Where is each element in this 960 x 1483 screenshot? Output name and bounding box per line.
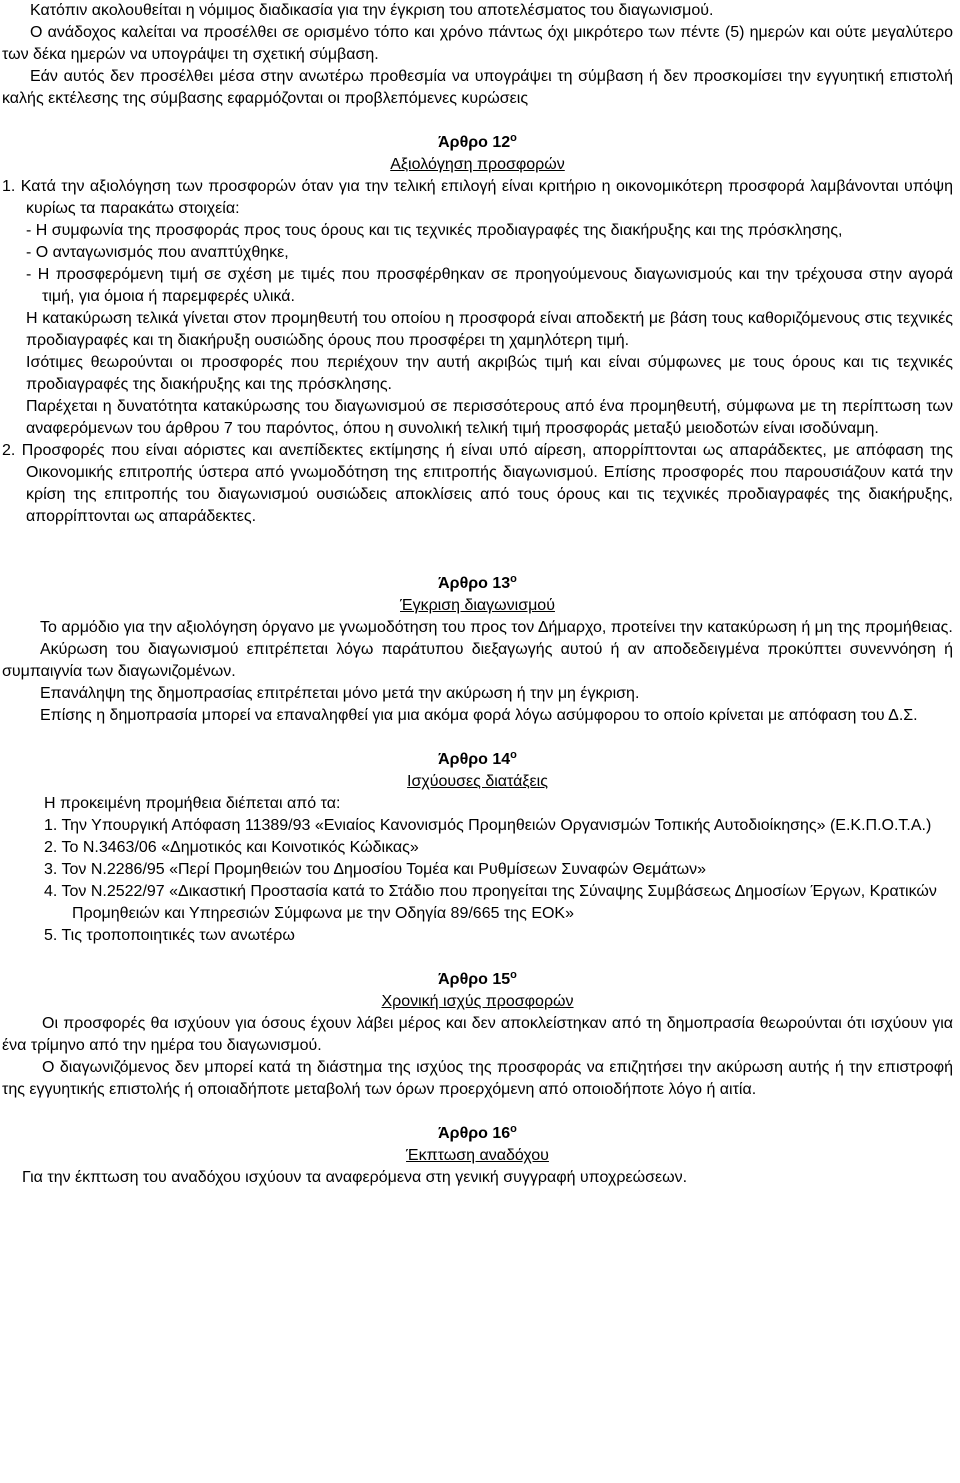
article-12-bullet-1: - Η συμφωνία της προσφοράς προς τους όρους και τις τεχνικές προδιαγραφές της διακήρυξης και της πρόσκλησης, [26,222,843,239]
article-16-paragraph-1: Για την έκπτωση του αναδόχου ισχύουν τα αναφερόμενα στη γενική συγγραφή υποχρεώσεων. [22,1169,688,1186]
article-13-paragraph-1: Το αρμόδιο για την αξιολόγηση όργανο με γνωμοδότηση του προς τον Δήμαρχο, προτείνει την κατακύρωση ή μη της προμήθειας. [40,619,953,636]
article-14-heading: Άρθρο $14^o$ [438,749,517,768]
article-15-heading: Άρθρο $15^o$ [438,969,517,988]
article-15-paragraph-2: Ο διαγωνιζόμενος δεν μπορεί κατά τη διάστημα της ισχύος της προσφοράς να επιζητήσει την ακύρωση αυτής ή την επιστροφή της εγγυητικής επιστολής ή οποιαδήποτε μεταβολή των όρων προερχόμενη από οποιοδήποτε λόγο ή αιτία. [2,1059,953,1098]
article-12-paragraph-2: Η κατακύρωση τελικά γίνεται στον προμηθευτή του οποίου η προσφορά είναι αποδεκτή με βάση τους καθοριζόμενους στις τεχνικές προδιαγραφές και τη διακήρυξη ουσιώδης όρους που προσφέρει τη χαμηλότερη τιμή. [26,310,953,349]
article-13-heading: Άρθρο $13^o$ [438,573,517,592]
article-14 [2,749,953,947]
article-16-title: Έκπτωση αναδόχου [406,1147,549,1164]
article-12-title: Αξιολόγηση προσφορών [390,156,565,173]
list-item: 3. Τον Ν.2286/95 «Περί Προμηθειών του Δημοσίου Τομέα και Ρυθμίσεων Συναφών Θεμάτων» [44,861,707,878]
list-item: 1. Την Υπουργική Απόφαση 11389/93 «Ενιαίος Κανονισμός Προμηθειών Οργανισμών Τοπικής Αυτοδιοίκησης» (Ε.Κ.Π.Ο.Τ.Α.) [44,817,932,834]
article-16-heading: Άρθρο $16^o$ [438,1123,517,1142]
intro-paragraph-1: Κατόπιν ακολουθείται η νόμιμος διαδικασία για την έγκριση του αποτελέσματος του διαγωνισμού. [30,2,714,19]
article-15-title: Χρονική ισχύς προσφορών [381,993,574,1010]
article-16 [2,1123,953,1189]
article-14-intro: Η προκειμένη προμήθεια διέπεται από τα: [44,795,341,812]
article-12 [2,132,953,528]
article-15 [2,969,953,1101]
article-12-paragraph-3: Ισότιμες θεωρούνται οι προσφορές που περιέχουν την αυτή ακριβώς τιμή και είναι σύμφωνες με τους όρους και τις τεχνικές προδιαγραφές της διακήρυξης και της πρόσκλησης. [26,354,953,393]
list-item: 2. Το Ν.3463/06 «Δημοτικός και Κοινοτικός Κώδικας» [44,839,419,856]
intro-paragraph-2: Ο ανάδοχος καλείται να προσέλθει σε ορισμένο τόπο και χρόνο πάντως όχι μικρότερο των πέντε (5) ημερών και ούτε μεγαλύτερο των δέκα ημερών να υπογράψει τη σχετική σύμβαση. [2,24,953,63]
article-12-paragraph-5: 2. Προσφορές που είναι αόριστες και ανεπίδεκτες εκτίμησης ή είναι υπό αίρεση, απορρίπτονται ως απαράδεκτες, με απόφαση της Οικονομικής επιτροπής ύστερα από γνωμοδότηση της επιτροπής διαγωνισμού. Επίσης προσφορές που παρουσιάζουν κατά την κρίση της επιτροπής του διαγωνισμού ουσιώδεις αποκλίσεις από τους όρους και τις τεχνικές προδιαγραφές της διακήρυξης, απορρίπτονται ως απαράδεκτες. [2,442,953,525]
article-13-paragraph-4: Επίσης η δημοπρασία μπορεί να επαναληφθεί για μια ακόμα φορά λόγω ασύμφορου το οποίο κρίνεται με απόφαση του Δ.Σ. [40,707,918,724]
article-12-bullet-3: - Η προσφερόμενη τιμή σε σχέση με τιμές που προσφέρθηκαν σε προηγούμενους διαγωνισμούς και την τρέχουσα στην αγορά τιμή, για όμοια ή παρεμφερές υλικά. [26,266,953,305]
article-13 [2,573,953,727]
article-12-heading: Άρθρο $12^o$ [438,132,517,151]
article-15-paragraph-1: Οι προσφορές θα ισχύουν για όσους έχουν λάβει μέρος και δεν αποκλείστηκαν από τη δημοπρασία θεωρούνται ότι ισχύουν για ένα τρίμηνο από την ημέρα του διαγωνισμού. [2,1015,953,1054]
intro-paragraph-3: Εάν αυτός δεν προσέλθει μέσα στην ανωτέρω προθεσμία να υπογράψει τη σύμβαση ή δεν προσκομίσει την εγγυητική επιστολή καλής εκτέλεσης της σύμβασης εφαρμόζονται οι προβλεπόμενες κυρώσεις [2,68,953,107]
article-12-paragraph-1: 1. Κατά την αξιολόγηση των προσφορών όταν για την τελική επιλογή είναι κριτήριο η οικονομικότερη προσφορά λαμβάνονται υπόψη κυρίως τα παρακάτω στοιχεία: [2,178,953,217]
article-13-title: Έγκριση διαγωνισμού [400,597,555,614]
list-item: 5. Τις τροποποιητικές των ανωτέρω [44,927,295,944]
article-12-bullet-2: - Ο ανταγωνισμός που αναπτύχθηκε, [26,244,289,261]
article-12-paragraph-4: Παρέχεται η δυνατότητα κατακύρωσης του διαγωνισμού σε περισσότερους από ένα προμηθευτή, σύμφωνα με τη περίπτωση των αναφερόμενων του άρθρου 7 του παρόντος, όπου η συνολική τελική τιμή προσφοράς μεταξύ μειοδοτών είναι ισοδύναμη. [26,398,953,437]
article-14-list [2,815,953,947]
article-13-paragraph-3: Επανάληψη της δημοπρασίας επιτρέπεται μόνο μετά την ακύρωση ή την μη έγκριση. [40,685,640,702]
article-14-title: Ισχύουσες διατάξεις [407,773,548,790]
article-13-paragraph-2: Ακύρωση του διαγωνισμού επιτρέπεται λόγω παράτυπου διεξαγωγής αυτού ή αν αποδεδειγμένα προκύπτει συνεννόηση ή συμπαιγνία των διαγωνιζομένων. [2,641,953,680]
list-item: 4. Τον Ν.2522/97 «Δικαστική Προστασία κατά το Στάδιο που προηγείται της Σύναψης Συμβάσεως Δημοσίων Έργων, Κρατικών Προμηθειών και Υπηρεσιών Σύμφωνα με την Οδηγία 89/665 της ΕΟΚ» [44,883,937,922]
